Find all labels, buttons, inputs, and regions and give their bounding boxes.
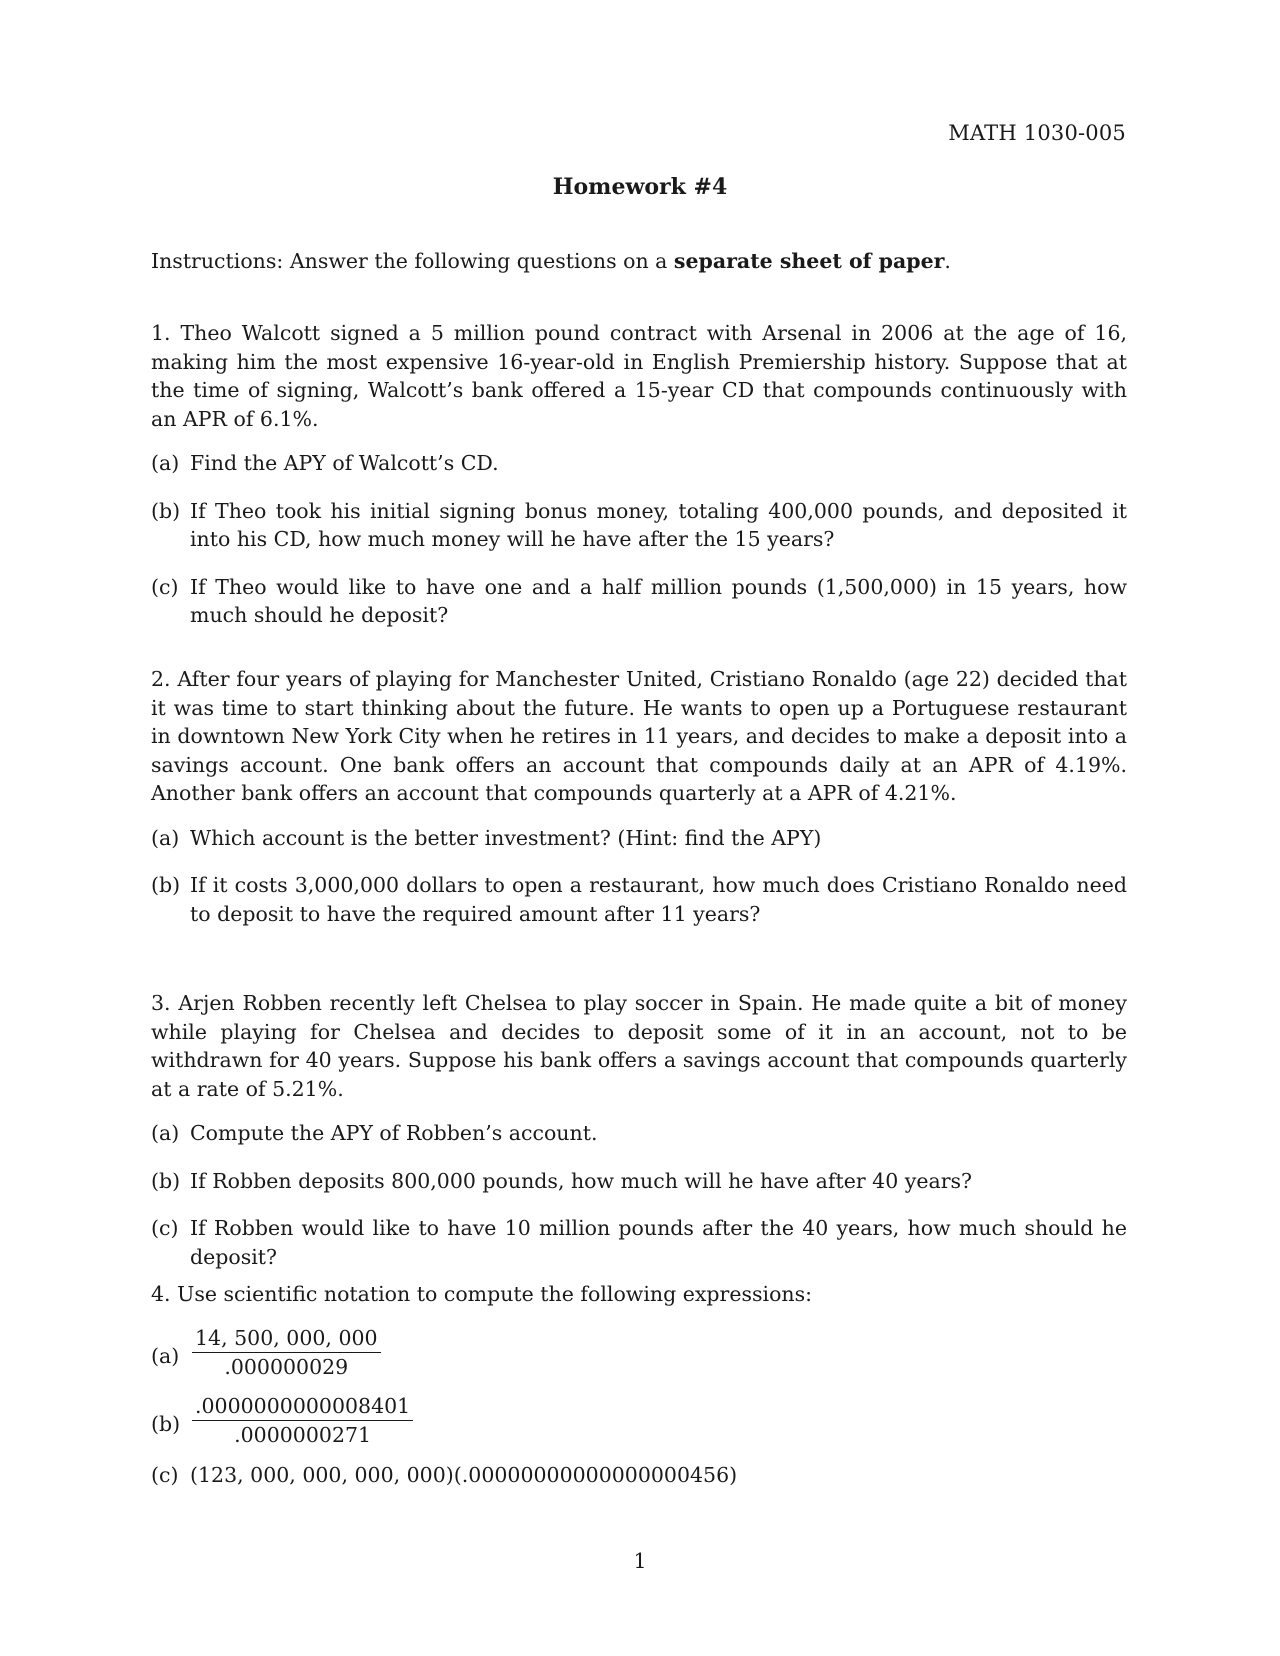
part-label: (a) [151,451,180,475]
problem-2-part-a [151,824,1127,853]
problem-2-prompt: 2. After four years of playing for Manchester United, Cristiano Ronaldo (age 22) decided that it was time to start thinking about the future. He wants to open up a Portuguese restaurant in downtown New York City when he retires in 11 years, and decides to make a deposit into a savings account. One bank offers an account that compounds daily at an APR of 4.19%. Another bank offers an account that compounds quarterly at a APR of 4.21%. [151,667,1127,805]
problem-1-part-a [151,449,1127,478]
fraction-numerator: .0000000000008401 [192,1393,413,1421]
problem-3-part-a [151,1119,1127,1148]
part-text: Which account is the better investment? (Hint: find the APY) [190,825,822,850]
problem-4-part-c-list [151,1461,1127,1490]
instructions [151,249,1127,273]
problem-4-prompt: 4. Use scientific notation to compute the following expressions: [151,1282,813,1306]
problem-2-parts [151,824,1127,929]
part-text: If it costs 3,000,000 dollars to open a restaurant, how much does Cristiano Ronaldo need to deposit to have the required amount after 11 years? [190,873,1127,926]
instructions-prefix: Instructions: Answer the following questions on a [151,249,674,273]
problem-3 [151,989,1127,1290]
part-label: (b) [151,873,181,897]
problem-1 [151,319,1127,649]
part-label: (b) [151,498,181,523]
problem-4-part-c [151,1461,1127,1490]
problem-2 [151,665,1127,947]
page-title: Homework #4 [552,174,728,200]
problem-4-part-a [151,1325,1127,1383]
problem-1-part-c [151,573,1127,630]
problem-1-parts [151,449,1127,630]
problem-1-part-b [151,497,1127,554]
problem-3-part-b [151,1167,1127,1196]
problem-2-part-b [151,871,1127,928]
part-text: If Theo took his initial signing bonus money, totaling 400,000 pounds, and deposited it into his CD, how much money will he have after the 15 years? [190,498,1127,551]
part-label: (c) [151,574,179,599]
problem-3-parts [151,1119,1127,1271]
part-text: If Robben would like to have 10 million pounds after the 40 years, how much should he deposit? [190,1216,1127,1269]
part-text: If Robben deposits 800,000 pounds, how much will he have after 40 years? [190,1168,973,1193]
part-text: Find the APY of Walcott’s CD. [190,451,499,475]
fraction-numerator: 14, 500, 000, 000 [192,1325,381,1353]
part-text: If Theo would like to have one and a half million pounds (1,500,000) in 15 years, how much should he deposit? [190,574,1127,627]
problem-3-prompt: 3. Arjen Robben recently left Chelsea to play soccer in Spain. He made quite a bit of money while playing for Chelsea and decides to deposit some of it in an account, not to be withdrawn for 40 years. Suppose his bank offers a savings account that compounds quarterly at a rate of 5.21%. [151,991,1127,1101]
instructions-emphasis: separate sheet of paper [673,249,945,273]
fraction [192,1393,413,1450]
part-label: (c) [151,1462,179,1487]
instructions-suffix: . [944,249,951,273]
problem-4-part-b [151,1393,1127,1451]
part-label: (a) [151,1343,180,1368]
problem-4 [151,1280,1127,1508]
part-text: (123, 000, 000, 000, 000)(.00000000000000000456) [190,1462,738,1487]
page-number: 1 [633,1549,647,1573]
part-label: (b) [151,1411,181,1436]
fraction-denominator: .000000029 [224,1354,349,1379]
part-label: (a) [151,1121,180,1145]
fraction [192,1325,381,1382]
part-text: Compute the APY of Robben’s account. [190,1121,598,1145]
problem-4-parts [151,1325,1127,1490]
part-label: (c) [151,1216,179,1240]
problem-3-part-c [151,1214,1127,1271]
part-label: (a) [151,825,180,850]
problem-1-prompt: 1. Theo Walcott signed a 5 million pound contract with Arsenal in 2006 at the age of 16, making him the most expensive 16-year-old in English Premiership history. Suppose that at the time of signing, Walcott’s bank offered a 15-year CD that compounds continuously with an APR of 6.1%. [151,321,1127,431]
fraction-denominator: .0000000271 [234,1422,372,1447]
part-label: (b) [151,1168,181,1193]
course-code: MATH 1030-005 [948,121,1126,145]
